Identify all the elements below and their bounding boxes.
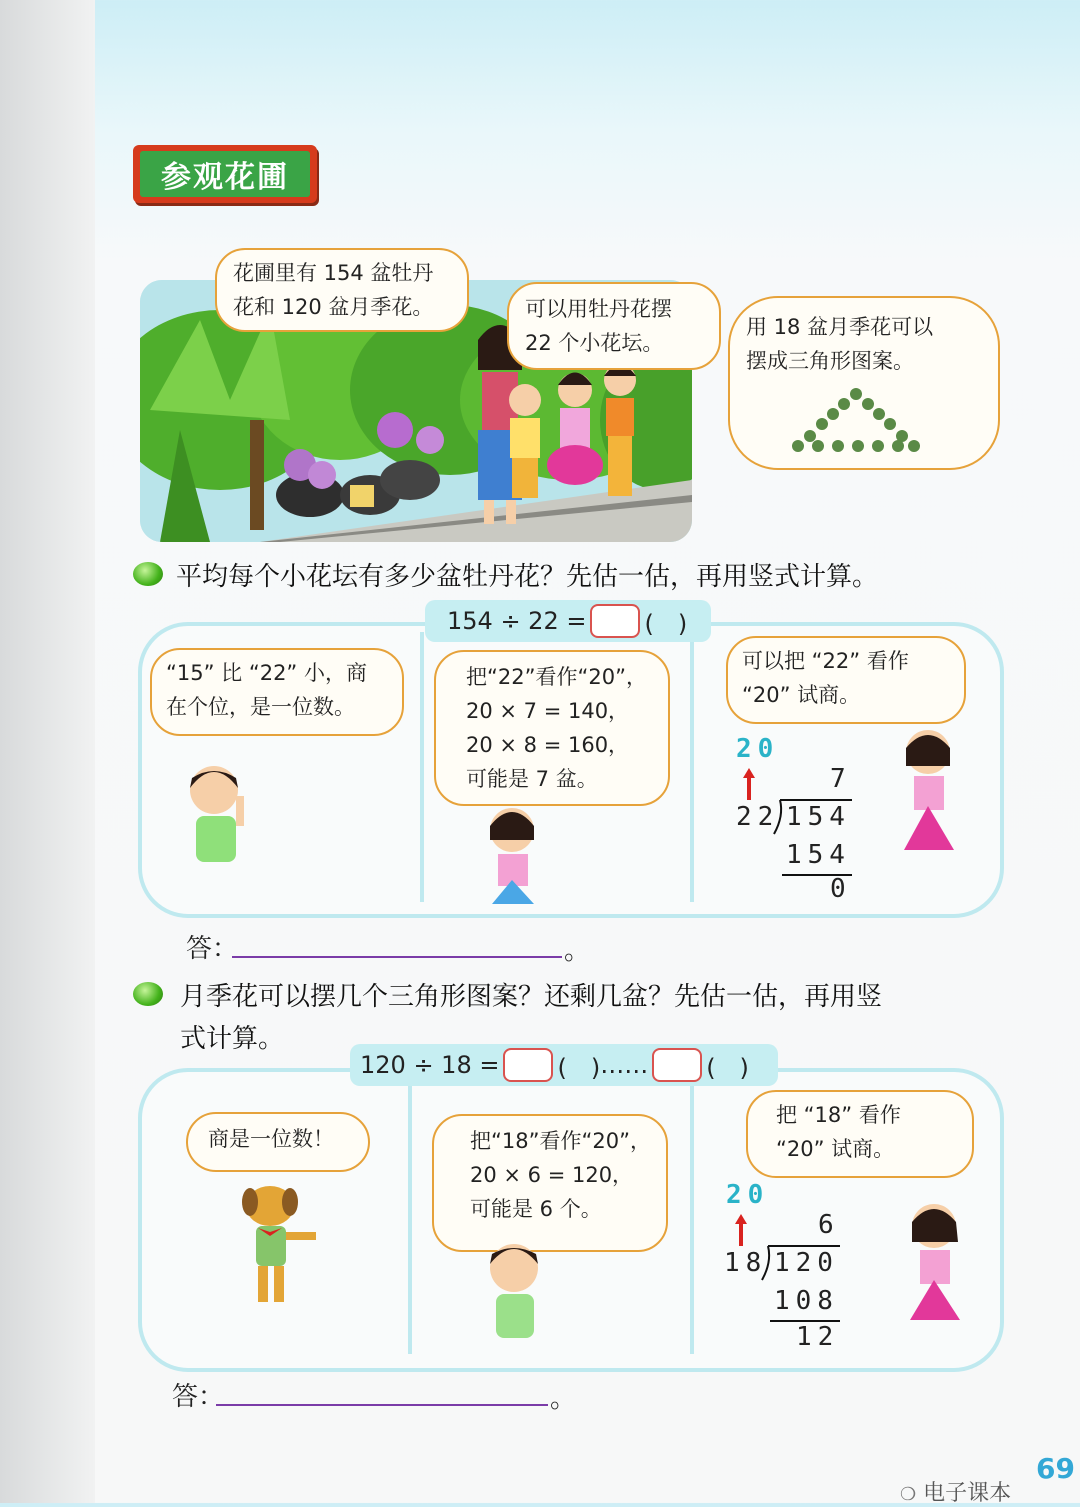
bubble-text-line: 在个位，是一位数。: [166, 695, 355, 719]
speech-bubble-girl-trial: [726, 636, 966, 724]
chat-bubble-icon: ❍: [900, 1484, 917, 1505]
boy-figure: [476, 1238, 556, 1342]
equation-paren: ( ): [557, 1053, 601, 1082]
bubble-text-line: 用 18 盆月季花可以: [746, 315, 934, 339]
answer-box[interactable]: [503, 1048, 553, 1082]
dividend: 154: [786, 802, 851, 832]
speech-bubble-girl-estimate: [434, 650, 670, 806]
bubble-text-line: “15” 比 “22” 小，商: [166, 661, 367, 685]
boy-figure: [178, 760, 258, 880]
panel-divider: [690, 1078, 694, 1354]
bubble-text-line: 22 个小花坛。: [525, 331, 664, 355]
bubble-text-line: 20 × 8 = 160，: [466, 733, 630, 757]
section-title: 参观花圃: [140, 151, 310, 197]
answer-label: 答：: [172, 1382, 225, 1412]
bubble-text-line: 可以用牡丹花摆: [525, 297, 672, 321]
answer-box[interactable]: [590, 604, 640, 638]
dog-figure: [228, 1180, 322, 1312]
page-number: 69: [1036, 1452, 1075, 1485]
equation-left: 120 ÷ 18 =: [360, 1051, 500, 1079]
girl-figure: [884, 1196, 980, 1326]
girl-figure: [478, 804, 548, 922]
panel-divider: [690, 632, 694, 902]
product: 108: [774, 1286, 839, 1316]
section-title-badge: [133, 145, 317, 203]
speech-bubble-boy-estimate: [432, 1114, 668, 1252]
watermark-text: 电子课本: [923, 1481, 1012, 1506]
equation-paren: ( ): [706, 1053, 749, 1082]
divisor: 22: [736, 802, 780, 832]
equation-bar-2: [350, 1044, 778, 1086]
panel-divider: [420, 632, 424, 902]
arrow-up-icon: [734, 1214, 748, 1246]
remainder-box[interactable]: [652, 1048, 702, 1082]
equation-dots: ……: [600, 1051, 649, 1079]
bubble-text-line: 可以把 “22” 看作: [742, 649, 909, 673]
speech-bubble-boy: [728, 296, 1000, 470]
answer-period: 。: [564, 936, 591, 966]
equation-bar-1: [425, 600, 711, 642]
equation-paren: ( ): [644, 609, 688, 638]
bubble-text-line: “20” 试商。: [742, 683, 861, 707]
bubble-text-line: 商是一位数！: [208, 1127, 334, 1151]
divisor: 18: [724, 1248, 768, 1278]
dividend: 120: [774, 1248, 839, 1278]
trial-divisor: 20: [736, 734, 780, 764]
flower-triangle-pattern-icon: [788, 384, 924, 454]
question-bullet-icon: [133, 562, 163, 586]
answer-2-line[interactable]: [216, 1404, 548, 1406]
product: 154: [786, 840, 851, 870]
quotient-digit: 7: [830, 764, 852, 794]
question-bullet-icon: [133, 982, 163, 1006]
speech-bubble-girl-trial: [746, 1090, 974, 1178]
trial-divisor: 20: [726, 1180, 770, 1210]
bubble-text-line: 花和 120 盆月季花。: [233, 295, 434, 319]
question-2-text-line1: 月季花可以摆几个三角形图案？还剩几盆？先估一估，再用竖: [180, 982, 883, 1012]
remainder: 12: [796, 1322, 840, 1352]
bubble-text-line: 可能是 6 个。: [470, 1197, 602, 1221]
bubble-text-line: 花圃里有 154 盆牡丹: [233, 261, 434, 285]
page-edge-shade: [0, 0, 95, 1503]
question-1-text: 平均每个小花坛有多少盆牡丹花？先估一估，再用竖式计算。: [176, 562, 879, 592]
watermark: [900, 1476, 1011, 1507]
speech-bubble-boy-hint: [150, 648, 404, 736]
girl-figure: [880, 726, 976, 856]
bubble-text-line: 把 “18” 看作: [776, 1103, 901, 1127]
speech-bubble-girl: [507, 282, 721, 370]
bubble-text-line: 可能是 7 盆。: [466, 767, 598, 791]
quotient-digit: 6: [818, 1210, 840, 1240]
bubble-text-line: 把“22”看作“20”，: [466, 665, 647, 689]
panel-divider: [408, 1078, 412, 1354]
remainder: 0: [830, 874, 852, 904]
question-2-text-line2: 式计算。: [180, 1024, 285, 1054]
answer-label: 答：: [186, 934, 239, 964]
bubble-text-line: 20 × 6 = 120，: [470, 1163, 634, 1187]
bubble-text-line: 把“18”看作“20”，: [470, 1129, 651, 1153]
speech-bubble-teacher: [215, 248, 469, 332]
bubble-text-line: 摆成三角形图案。: [746, 349, 914, 373]
arrow-up-icon: [742, 768, 756, 800]
bubble-text-line: “20” 试商。: [776, 1137, 895, 1161]
equation-left: 154 ÷ 22 =: [447, 607, 587, 635]
answer-1-line[interactable]: [232, 956, 562, 958]
bubble-text-line: 20 × 7 = 140，: [466, 699, 630, 723]
speech-bubble-dog: [186, 1112, 370, 1172]
answer-period: 。: [550, 1384, 577, 1414]
